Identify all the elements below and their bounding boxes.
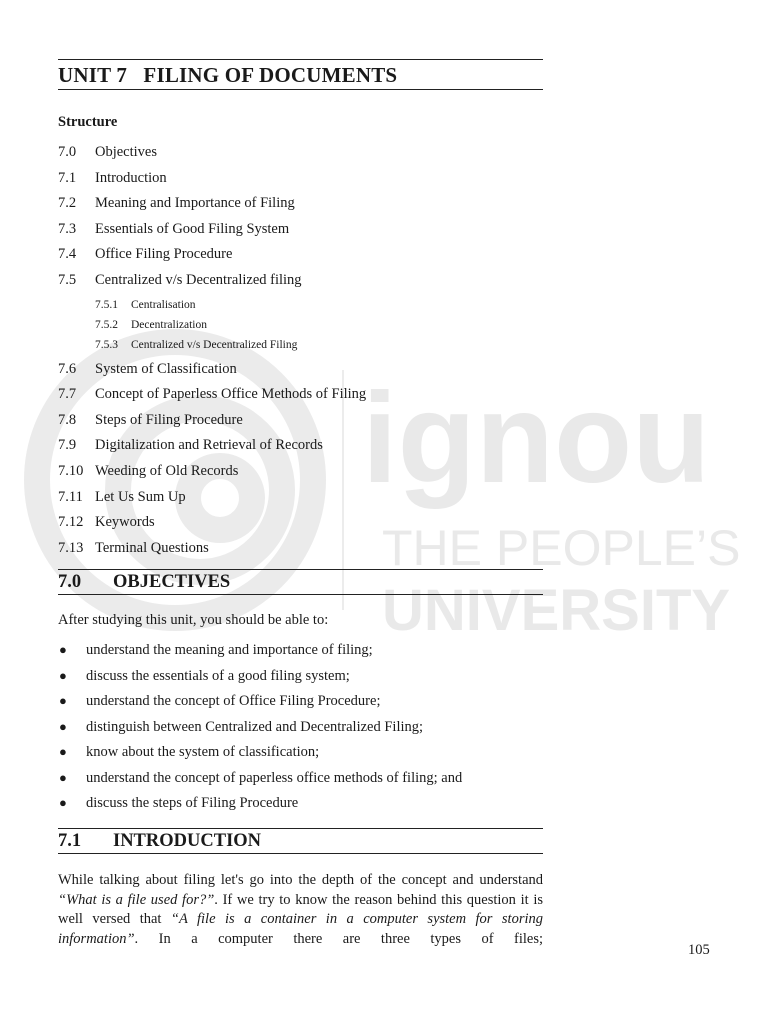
list-item-text: know about the system of classification; <box>86 744 320 760</box>
toc-label: Let Us Sum Up <box>95 488 186 505</box>
toc-number: 7.7 <box>58 386 77 403</box>
toc-number: 7.6 <box>58 360 77 377</box>
toc-sublabel: Decentralization <box>131 318 207 331</box>
toc-label: Terminal Questions <box>95 539 209 556</box>
toc-item <box>58 270 543 296</box>
paragraph-text: . If we try to know the reason behind this question it is well versed that <box>58 891 543 927</box>
toc-item <box>58 538 543 564</box>
list-item <box>58 691 543 717</box>
toc-label: Objectives <box>95 144 158 160</box>
toc-number: 7.4 <box>58 246 77 263</box>
list-item <box>58 793 543 819</box>
toc-item <box>58 219 543 245</box>
toc-subitem <box>58 336 543 356</box>
toc-number: 7.0 <box>58 144 77 160</box>
toc-label: Steps of Filing Procedure <box>95 411 243 428</box>
toc-item <box>58 384 543 410</box>
paragraph-text: While talking about filing let's go into the depth of the concept and understand <box>58 872 543 888</box>
toc-item <box>58 461 543 487</box>
bullet-icon: ● <box>59 718 67 734</box>
toc-number: 7.12 <box>58 514 84 531</box>
toc-number: 7.3 <box>58 220 77 237</box>
bullet-icon: ● <box>59 642 67 657</box>
watermark-line1: THE PEOPLE’S <box>382 520 741 576</box>
bullet-icon: ● <box>59 667 67 683</box>
toc-subitem <box>58 316 543 336</box>
objectives-intro: After studying this unit, you should be able to: <box>58 612 329 628</box>
toc-number: 7.5 <box>58 271 77 288</box>
introduction-heading <box>58 828 543 854</box>
section-number: 7.1 <box>58 831 82 851</box>
page-number: 105 <box>688 942 710 958</box>
toc-number: 7.1 <box>58 169 77 186</box>
paragraph-text: . In a computer there are three types of files; <box>134 930 543 947</box>
list-item <box>58 640 543 666</box>
list-item-text: understand the meaning and importance of filing; <box>86 642 373 658</box>
list-item-text: distinguish between Centralized and Decentralized Filing; <box>86 718 424 735</box>
toc-label: Centralized v/s Decentralized filing <box>95 271 302 288</box>
bullet-icon: ● <box>59 795 67 810</box>
list-item <box>58 768 543 794</box>
toc-label: Weeding of Old Records <box>95 462 239 479</box>
toc-number: 7.13 <box>58 539 84 556</box>
section-number: 7.0 <box>58 572 82 592</box>
toc-item <box>58 193 543 219</box>
table-of-contents <box>58 142 543 563</box>
toc-number: 7.9 <box>58 437 77 454</box>
toc-number: 7.8 <box>58 411 77 428</box>
toc-item <box>58 410 543 436</box>
bullet-icon: ● <box>59 769 67 785</box>
toc-sublabel: Centralisation <box>131 298 196 311</box>
list-item-text: discuss the essentials of a good filing system; <box>86 667 350 684</box>
paragraph-quote: “What is a file used for?” <box>58 891 215 908</box>
unit-title: UNIT 7 FILING OF DOCUMENTS <box>58 60 543 90</box>
toc-item <box>58 359 543 385</box>
introduction-paragraph <box>58 871 543 949</box>
toc-label: Essentials of Good Filing System <box>95 220 290 237</box>
toc-item <box>58 487 543 513</box>
section-title: OBJECTIVES <box>113 572 231 592</box>
list-item-text: understand the concept of paperless office methods of filing; and <box>86 769 463 786</box>
toc-number: 7.11 <box>58 488 83 505</box>
watermark-word: ignou <box>362 367 711 510</box>
objectives-list <box>58 640 543 819</box>
toc-label: Introduction <box>95 169 167 186</box>
toc-label: System of Classification <box>95 360 237 377</box>
toc-subitem <box>58 296 543 316</box>
toc-sublabel: Centralized v/s Decentralized Filing <box>131 338 298 351</box>
list-item-text: understand the concept of Office Filing Procedure; <box>86 693 381 709</box>
toc-item <box>58 168 543 194</box>
toc-subnumber: 7.5.1 <box>95 298 118 311</box>
watermark-line2: UNIVERSITY <box>382 578 731 643</box>
toc-label: Concept of Paperless Office Methods of Filing <box>95 386 367 403</box>
bullet-icon: ● <box>59 744 67 759</box>
toc-item <box>58 435 543 461</box>
bullet-icon: ● <box>59 693 67 708</box>
objectives-heading <box>58 569 543 595</box>
toc-number: 7.10 <box>58 462 84 479</box>
list-item-text: discuss the steps of Filing Procedure <box>86 795 299 811</box>
unit-header <box>58 59 543 90</box>
structure-label: Structure <box>58 114 118 130</box>
toc-item <box>58 244 543 270</box>
list-item <box>58 742 543 768</box>
toc-label: Meaning and Importance of Filing <box>95 195 295 212</box>
toc-item <box>58 512 543 538</box>
paragraph-quote: “A file is a container in a computer system for storing information” <box>58 911 543 947</box>
toc-subnumber: 7.5.3 <box>95 338 118 351</box>
toc-label: Digitalization and Retrieval of Records <box>95 437 323 454</box>
list-item <box>58 666 543 692</box>
list-item <box>58 717 543 743</box>
toc-label: Office Filing Procedure <box>95 246 233 263</box>
toc-number: 7.2 <box>58 195 77 212</box>
toc-subnumber: 7.5.2 <box>95 318 118 331</box>
toc-item <box>58 142 543 168</box>
toc-label: Keywords <box>95 514 155 531</box>
section-title: INTRODUCTION <box>113 831 262 851</box>
